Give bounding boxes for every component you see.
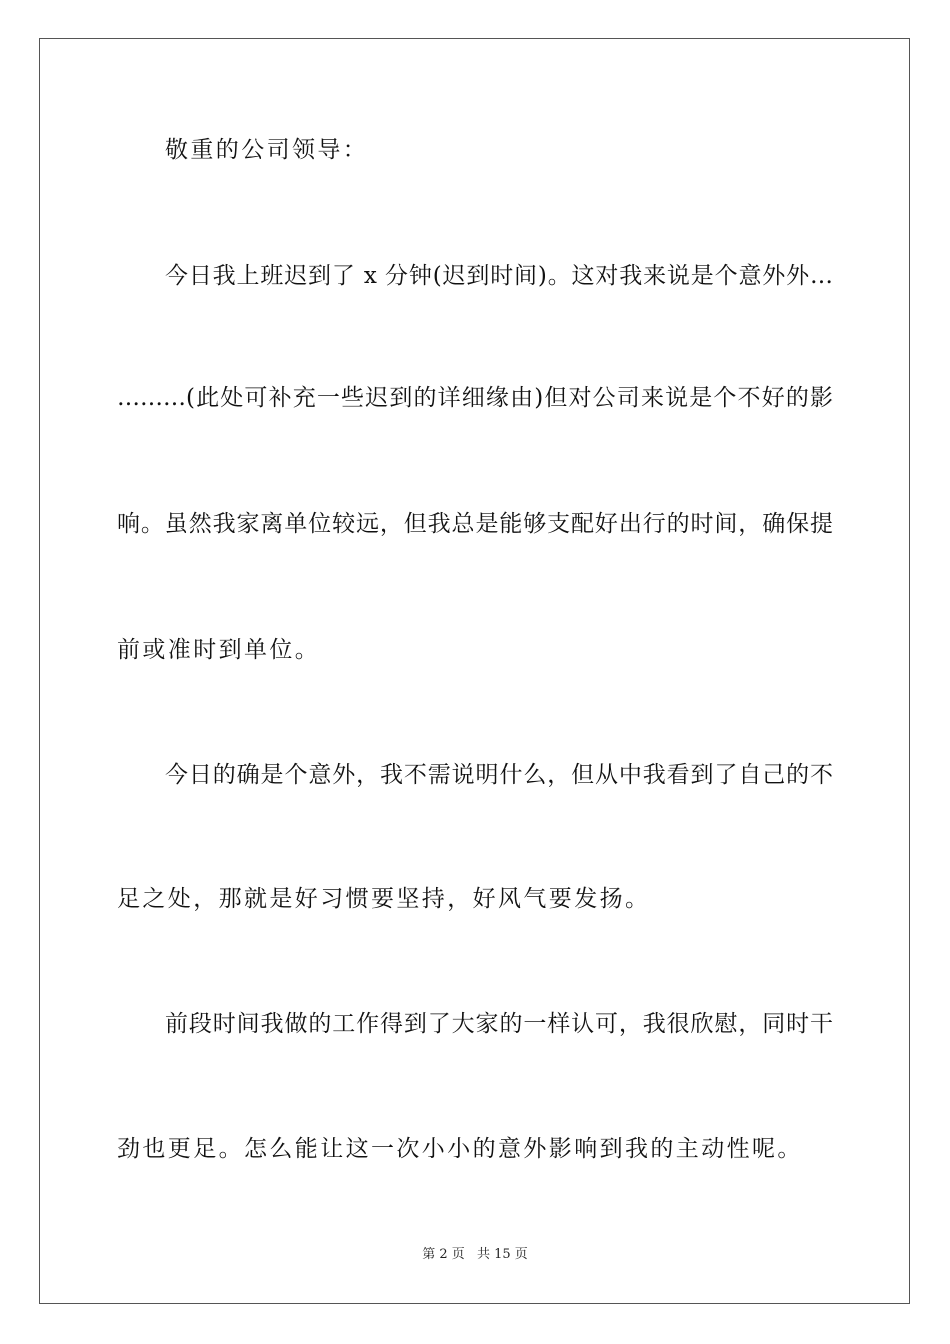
current-page-label: 第 2 页	[422, 1247, 465, 1262]
paragraph-2-line-1: 今日的确是个意外，我不需说明什么，但从中我看到了自己的不	[165, 762, 833, 788]
total-pages-label: 共 15 页	[476, 1247, 528, 1262]
paragraph-1-line-4: 前或准时到单位。	[117, 637, 321, 663]
greeting-line: 敬重的公司领导：	[165, 137, 369, 163]
paragraph-1-line-3: 响。虽然我家离单位较远，但我总是能够支配好出行的时间，确保提	[117, 511, 833, 537]
paragraph-1-line-1: 今日我上班迟到了 x 分钟(迟到时间)。这对我来说是个意外外…	[165, 263, 833, 289]
page-border	[39, 38, 910, 1304]
page-footer	[0, 1246, 950, 1264]
paragraph-2-line-2: 足之处，那就是好习惯要坚持，好风气要发扬。	[117, 886, 651, 912]
paragraph-3-line-1: 前段时间我做的工作得到了大家的一样认可，我很欣慰，同时干	[165, 1011, 833, 1037]
paragraph-1-line-2: ………(此处可补充一些迟到的详细缘由)但对公司来说是个不好的影	[117, 385, 833, 411]
paragraph-3-line-2: 劲也更足。怎么能让这一次小小的意外影响到我的主动性呢。	[117, 1136, 803, 1162]
